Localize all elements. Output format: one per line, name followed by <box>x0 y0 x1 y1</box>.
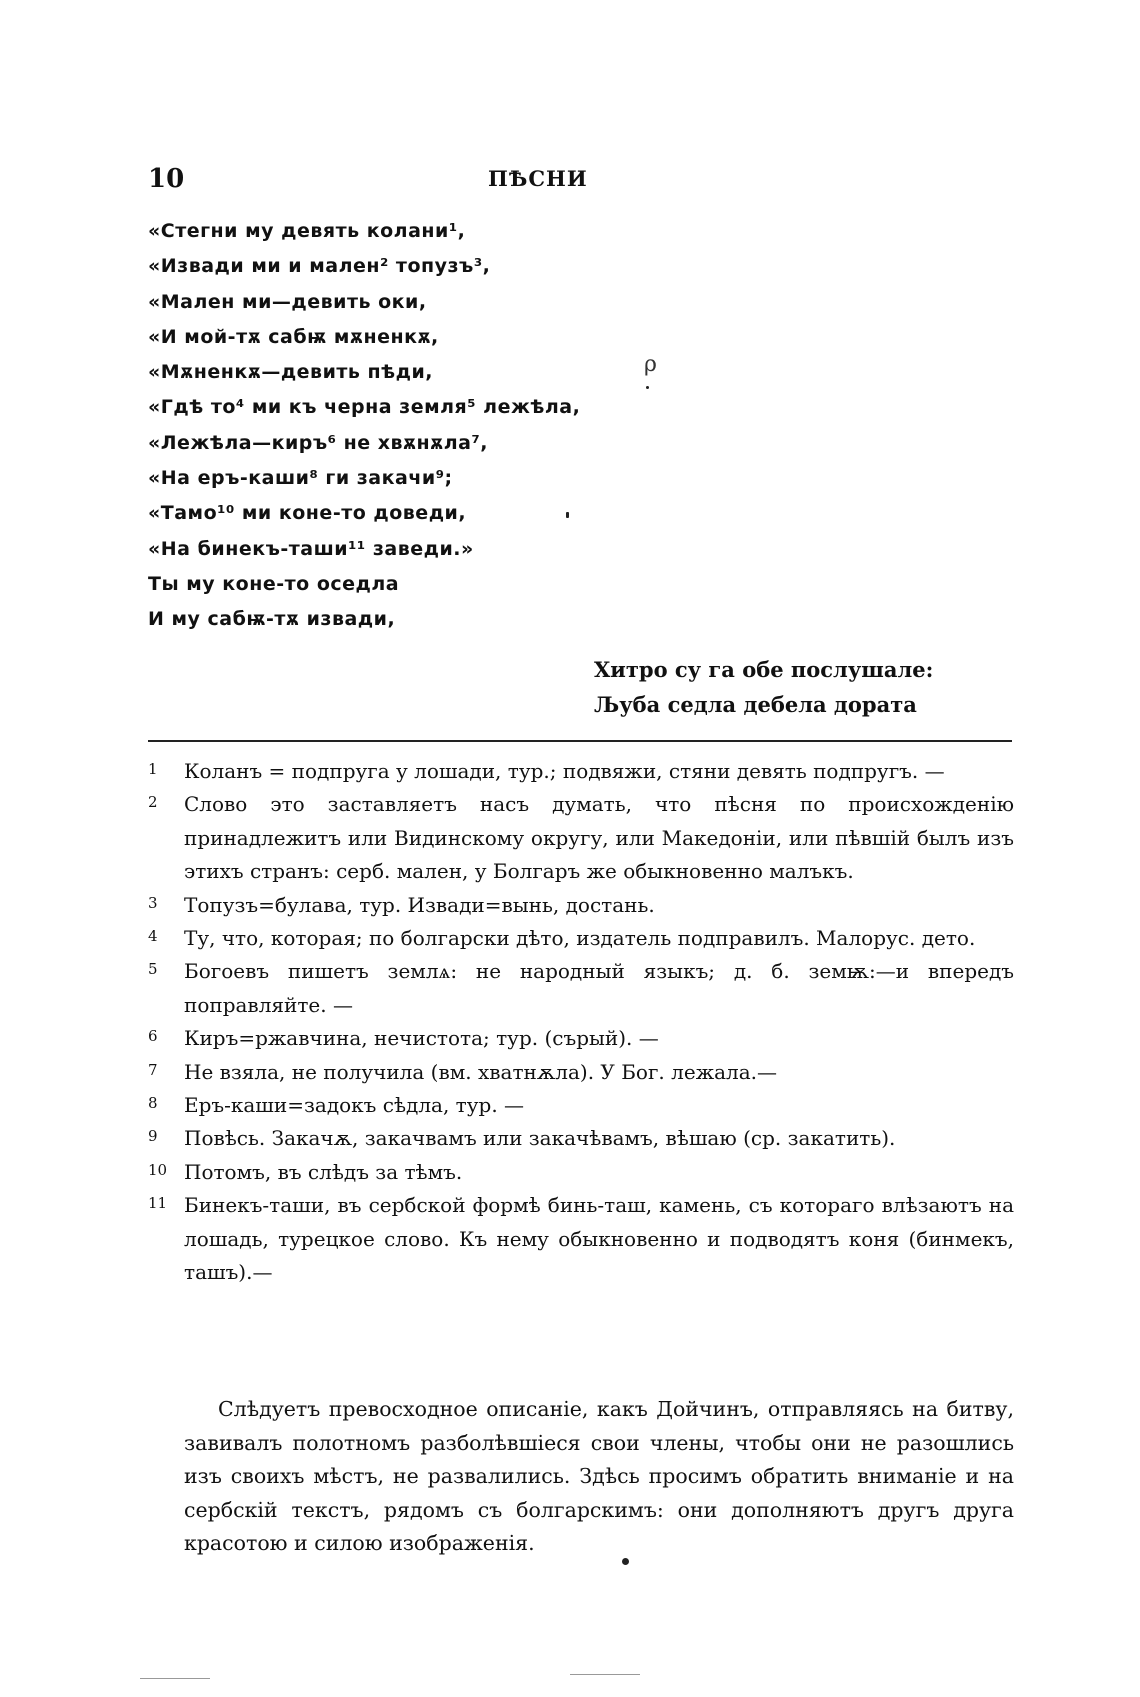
footnote-text: Богоевъ пишетъ землѧ: не народный языкъ; д. б. земѭ:—и впередъ поправляйте. — <box>184 959 1014 1017</box>
footnote-text: Топузъ=булава, тур. Извади=вынь, достань. <box>184 892 655 917</box>
serbian-verse <box>594 652 1034 723</box>
verse-line: Хитро су га обе послушале: <box>594 657 934 682</box>
footnote-number: 6 <box>148 1027 158 1046</box>
footnote-number: 11 <box>148 1194 168 1213</box>
scan-edge <box>140 1678 210 1679</box>
verse-line: «На еръ-каши⁸ ги закачи⁹; <box>148 467 453 490</box>
verse-line: Ты му коне-то оседла <box>148 572 400 595</box>
verse-line: Љуба седла дебела дората <box>594 692 917 718</box>
footnote-number: 7 <box>148 1060 158 1079</box>
verse-line: «На бинекъ-таши¹¹ заведи.» <box>148 537 474 560</box>
body-paragraph: Слѣдуетъ превосходное описаніе, какъ Дойчинъ, отправляясь на битву, завивалъ полотномъ разболѣвшіеся свои члены, чтобы они не разошлись изъ своихъ мѣстъ, не развалились. Здѣсь просимъ обратить вниманіе и на сербскій текстъ, рядомъ съ болгарскимъ: они дополняютъ другъ друга красотою и силою изображенія. <box>184 1397 1014 1556</box>
ink-dot <box>566 512 569 518</box>
verse-line: «Мѫненкѫ—девить пѣди, <box>148 361 434 384</box>
footnote <box>148 1156 1014 1189</box>
verse-line: «Лежѣла—киръ⁶ не хвѫнѫла⁷, <box>148 431 489 454</box>
verse-line: И му сабѭ-тѫ извади, <box>148 608 396 631</box>
footnote-text: Бинекъ-таши, въ сербской формѣ бинь-таш, камень, съ котораго влѣзаютъ на лошадь, турецкое слово. Къ нему обыкновенно и подводятъ коня (бинмекъ, ташъ).— <box>184 1193 1014 1285</box>
page-header <box>148 164 1028 198</box>
footnote-number: 3 <box>148 893 158 912</box>
ink-mark: ρ <box>644 352 657 377</box>
footnote-text: Еръ-каши=задокъ сѣдла, тур. — <box>184 1093 525 1118</box>
ink-dot <box>622 1558 629 1565</box>
verse-line: «Мален ми—девить оки, <box>148 290 427 313</box>
footnote-number: 10 <box>148 1160 168 1179</box>
verse-line: «Тамо¹⁰ ми коне-то доведи, <box>148 502 467 525</box>
footnote-number: 5 <box>148 960 158 979</box>
footnote-number: 2 <box>148 793 158 812</box>
footnote <box>148 755 1014 788</box>
footnote <box>148 955 1014 1022</box>
footnote <box>148 1022 1014 1055</box>
footnote-number: 4 <box>148 927 158 946</box>
footnote-text: Не взяла, не получила (вм. хватнѫла). У Бог. лежала.— <box>184 1059 777 1084</box>
footnote <box>148 1056 1014 1089</box>
footnote <box>148 1089 1014 1122</box>
footnote-divider <box>148 740 1012 742</box>
footnote <box>148 889 1014 922</box>
footnote-text: Коланъ = подпруга у лошади, тур.; подвяжи, стяни девять подпругъ. — <box>184 759 945 783</box>
footnote <box>148 1122 1014 1155</box>
ink-dot <box>646 386 649 389</box>
footnote-number: 1 <box>148 760 158 778</box>
footnote-number: 9 <box>148 1127 158 1146</box>
footnote-text: Киръ=ржавчина, нечистота; тур. (сърый). — <box>184 1026 659 1051</box>
footnote <box>148 1189 1014 1289</box>
running-head: ПѢСНИ <box>488 166 588 191</box>
scan-edge <box>570 1674 640 1675</box>
footnote-number: 8 <box>148 1094 158 1113</box>
footnote-text: Слово это заставляетъ насъ думать, что пѣсня по происхожденію принадлежитъ или Видинскому округу, или Македоніи, или пѣвшій былъ изъ этихъ странъ: серб. мален, у Болгаръ же обыкновенно малъкъ. <box>184 792 1014 884</box>
bulgarian-verse <box>148 214 648 638</box>
footnotes <box>148 755 1014 1290</box>
verse-line: «Гдѣ то⁴ ми къ черна земля⁵ лежѣла, <box>148 396 581 419</box>
footnote-text: Повѣсь. Закачѫ, закачвамъ или закачѣвамъ, вѣшаю (ср. закатить). <box>184 1126 896 1151</box>
verse-line: «Стегни му девять колани¹, <box>148 220 466 242</box>
verse-line: «И мой-тѫ сабѭ мѫненкѫ, <box>148 325 439 348</box>
page-number: 10 <box>148 164 185 194</box>
footnote <box>148 922 1014 955</box>
verse-line: «Извади ми и мален² топузъ³, <box>148 255 491 278</box>
footnote-text: Потомъ, въ слѣдъ за тѣмъ. <box>184 1159 463 1184</box>
footnote <box>148 788 1014 888</box>
footnote-text: Ту, что, которая; по болгарски дѣто, издатель подправилъ. Малорус. дето. <box>184 926 976 951</box>
